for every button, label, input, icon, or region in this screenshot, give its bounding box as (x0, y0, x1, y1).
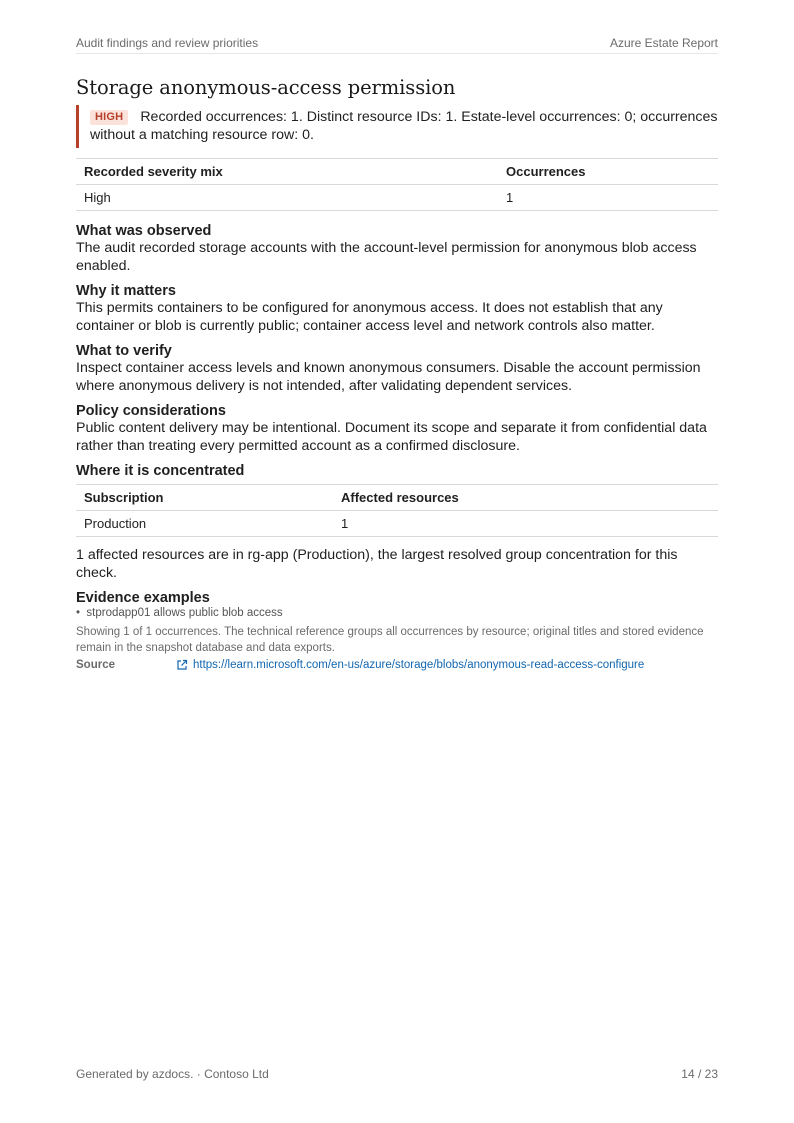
table-row (76, 185, 718, 211)
section-concentration (76, 463, 718, 480)
running-footer (76, 1067, 718, 1081)
section-why-it-matters (76, 283, 718, 335)
finding-title: Storage anonymous-access permission (76, 76, 456, 99)
table-header-row (76, 159, 718, 185)
source-row (76, 659, 718, 671)
section-body: This permits containers to be configured for anonymous access. It does not establish that any container or blob is currently public; container access level and network controls also matter. (76, 300, 663, 334)
source-label: Source (76, 659, 115, 671)
header-report-title: Azure Estate Report (609, 36, 718, 50)
section-policy-considerations (76, 403, 718, 455)
affected-resources-cell: 1 (333, 511, 718, 537)
section-body: Inspect container access levels and known anonymous consumers. Disable the account permission where anonymous delivery is not intended, after validating dependent services. (76, 360, 701, 394)
running-header (76, 36, 718, 54)
source-link[interactable] (176, 659, 644, 671)
section-heading: Policy considerations (76, 403, 226, 419)
table-header-row (76, 485, 718, 511)
section-observed (76, 223, 718, 275)
table-row (76, 511, 718, 537)
subscription-cell: Production (76, 511, 333, 537)
section-body: The audit recorded storage accounts with the account-level permission for anonymous blob access enabled. (76, 240, 697, 274)
section-heading: Why it matters (76, 283, 176, 299)
column-header-severity: Recorded severity mix (76, 159, 498, 185)
header-section-title: Audit findings and review priorities (76, 36, 259, 50)
severity-cell: High (76, 185, 498, 211)
column-header-affected-resources: Affected resources (333, 485, 718, 511)
finding-summary-text: Recorded occurrences: 1. Distinct resource IDs: 1. Estate-level occurrences: 0; occurrences without a matching resource row: 0. (90, 109, 718, 143)
evidence-item-text: stprodapp01 allows public blob access (86, 607, 283, 619)
section-what-to-verify (76, 343, 718, 395)
finding-summary-callout (76, 105, 718, 148)
source-url: https://learn.microsoft.com/en-us/azure/storage/blobs/anonymous-read-access-configure (193, 659, 645, 671)
concentration-note: 1 affected resources are in rg-app (Production), the largest resolved group concentration for this check. (76, 547, 678, 581)
bullet-icon: • (76, 607, 87, 619)
evidence-note: Showing 1 of 1 occurrences. The technical reference groups all occurrences by resource; original titles and stored evidence remain in the snapshot database and data exports. (76, 626, 704, 654)
section-body: Public content delivery may be intentional. Document its scope and separate it from confidential data rather than treating every permitted account as a confirmed disclosure. (76, 420, 707, 454)
occurrences-cell: 1 (498, 185, 718, 211)
severity-badge: HIGH (90, 110, 128, 125)
list-item (76, 606, 718, 621)
evidence-heading: Evidence examples (76, 590, 210, 606)
finding-content (76, 76, 718, 671)
column-header-subscription: Subscription (76, 485, 333, 511)
concentration-table (76, 484, 718, 537)
severity-mix-table (76, 158, 718, 211)
external-link-icon (176, 659, 188, 671)
page-number: 14 / 23 (681, 1067, 718, 1081)
footer-generator: Generated by azdocs. · Contoso Ltd (76, 1067, 269, 1081)
section-heading: Where it is concentrated (76, 463, 245, 479)
section-heading: What to verify (76, 343, 172, 359)
column-header-occurrences: Occurrences (498, 159, 718, 185)
report-page (76, 0, 718, 1123)
section-heading: What was observed (76, 223, 212, 239)
